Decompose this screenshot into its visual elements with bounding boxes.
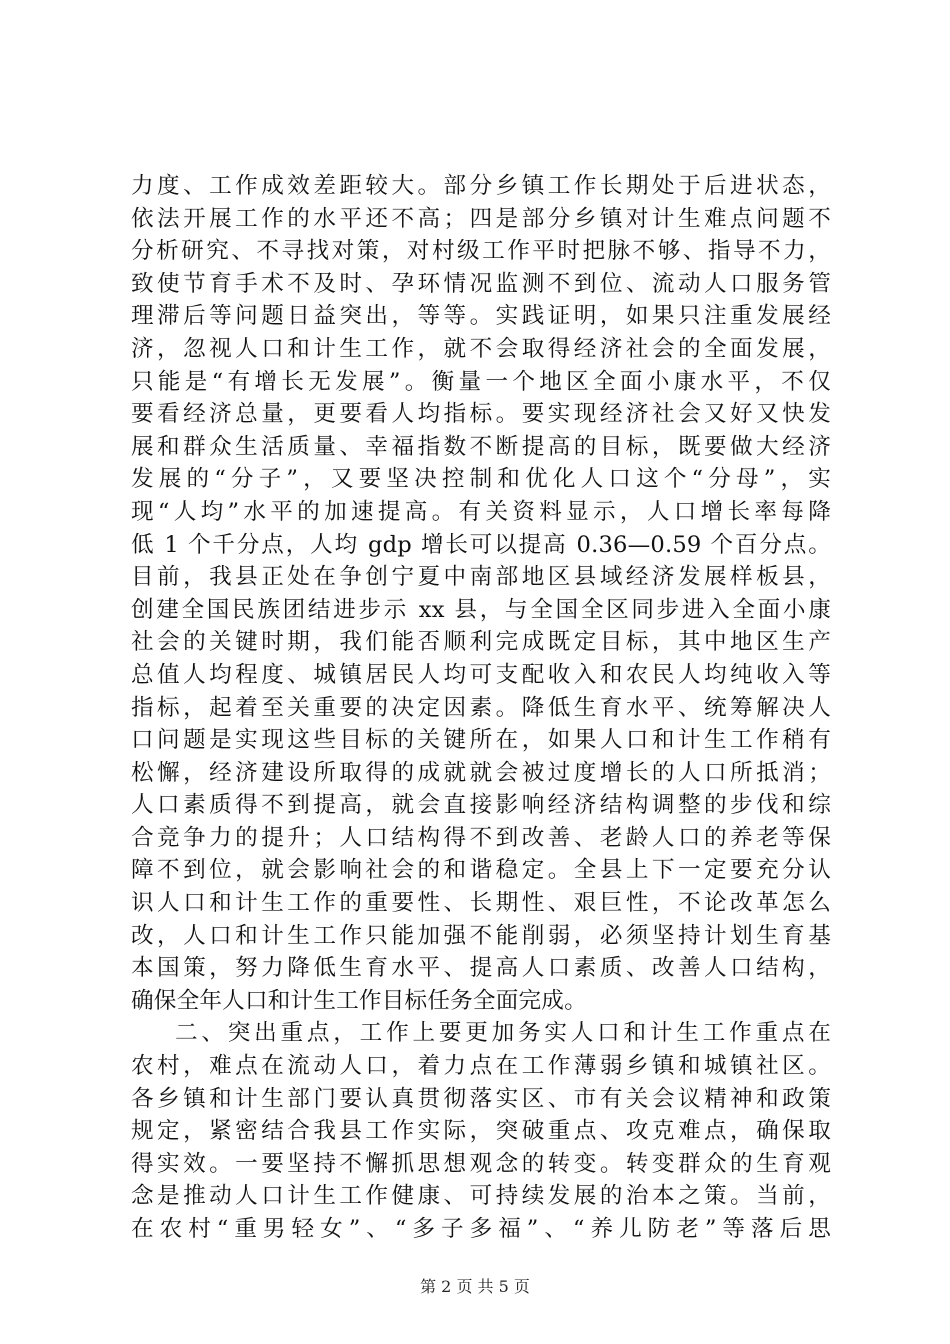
text-line: 识人口和计生工作的重要性、长期性、艰巨性，不论改革怎么: [131, 890, 831, 917]
text-line: 障不到位，就会影响社会的和谐稳定。全县上下一定要充分认: [131, 857, 831, 884]
text-line: 总值人均程度、城镇居民人均可支配收入和农民人均纯收入等: [131, 661, 831, 688]
text-line: 创建全国民族团结进步示 xx 县，与全国全区同步进入全面小康: [131, 596, 831, 623]
text-line: 低 1 个千分点，人均 gdp 增长可以提高 0.36—0.59 个百分点。: [131, 531, 831, 558]
text-line: 社会的关键时期，我们能否顺利完成既定目标，其中地区生产: [131, 629, 831, 656]
text-line: 在农村“重男轻女”、“多子多福”、“养儿防老”等落后思: [131, 1216, 831, 1242]
text-line: 只能是“有增长无发展”。衡量一个地区全面小康水平，不仅: [131, 368, 831, 395]
text-line: 理滞后等问题日益突出，等等。实践证明，如果只注重发展经: [131, 303, 831, 330]
text-line: 依法开展工作的水平还不高；四是部分乡镇对计生难点问题不: [131, 205, 831, 232]
text-line: 合竞争力的提升；人口结构得不到改善、老龄人口的养老等保: [131, 824, 831, 851]
text-line: 发展的“分子”，又要坚决控制和优化人口这个“分母”，实: [131, 466, 831, 493]
text-line: 口问题是实现这些目标的关键所在，如果人口和计生工作稍有: [131, 727, 831, 754]
section-heading-line: 二、突出重点，工作上要更加务实人口和计生工作重点在: [175, 1020, 831, 1047]
text-line: 确保全年人口和计生工作目标任务全面完成。: [131, 987, 587, 1014]
text-line: 指标，起着至关重要的决定因素。降低生育水平、统筹解决人: [131, 694, 831, 721]
text-line: 改，人口和计生工作只能加强不能削弱，必须坚持计划生育基: [131, 922, 831, 949]
page-number-footer: 第 2 页 共 5 页: [420, 1277, 530, 1296]
text-line: 展和群众生活质量、幸福指数不断提高的目标，既要做大经济: [131, 433, 831, 460]
text-line: 分析研究、不寻找对策，对村级工作平时把脉不够、指导不力，: [131, 238, 831, 265]
text-line: 念是推动人口计生工作健康、可持续发展的治本之策。当前，: [131, 1183, 831, 1210]
text-line: 致使节育手术不及时、孕环情况监测不到位、流动人口服务管: [131, 270, 831, 297]
text-line: 现“人均”水平的加速提高。有关资料显示，人口增长率每降: [131, 498, 831, 525]
text-line: 松懈，经济建设所取得的成就就会被过度增长的人口所抵消；: [131, 759, 831, 786]
text-line: 济，忽视人口和计生工作，就不会取得经济社会的全面发展，: [131, 335, 831, 362]
text-line: 要看经济总量，更要看人均指标。要实现经济社会又好又快发: [131, 401, 831, 428]
text-line: 人口素质得不到提高，就会直接影响经济结构调整的步伐和综: [131, 792, 831, 819]
text-line: 农村，难点在流动人口，着力点在工作薄弱乡镇和城镇社区。: [131, 1053, 831, 1080]
body-text: [131, 170, 831, 1246]
text-line: 规定，紧密结合我县工作实际，突破重点、攻克难点，确保取: [131, 1118, 831, 1145]
text-line: 得实效。一要坚持不懈抓思想观念的转变。转变群众的生育观: [131, 1150, 831, 1177]
text-line: 本国策，努力降低生育水平、提高人口素质、改善人口结构，: [131, 955, 831, 982]
text-line: 各乡镇和计生部门要认真贯彻落实区、市有关会议精神和政策: [131, 1085, 831, 1112]
text-line: 目前，我县正处在争创宁夏中南部地区县域经济发展样板县，: [131, 564, 831, 591]
text-line: 力度、工作成效差距较大。部分乡镇工作长期处于后进状态，: [131, 173, 831, 199]
